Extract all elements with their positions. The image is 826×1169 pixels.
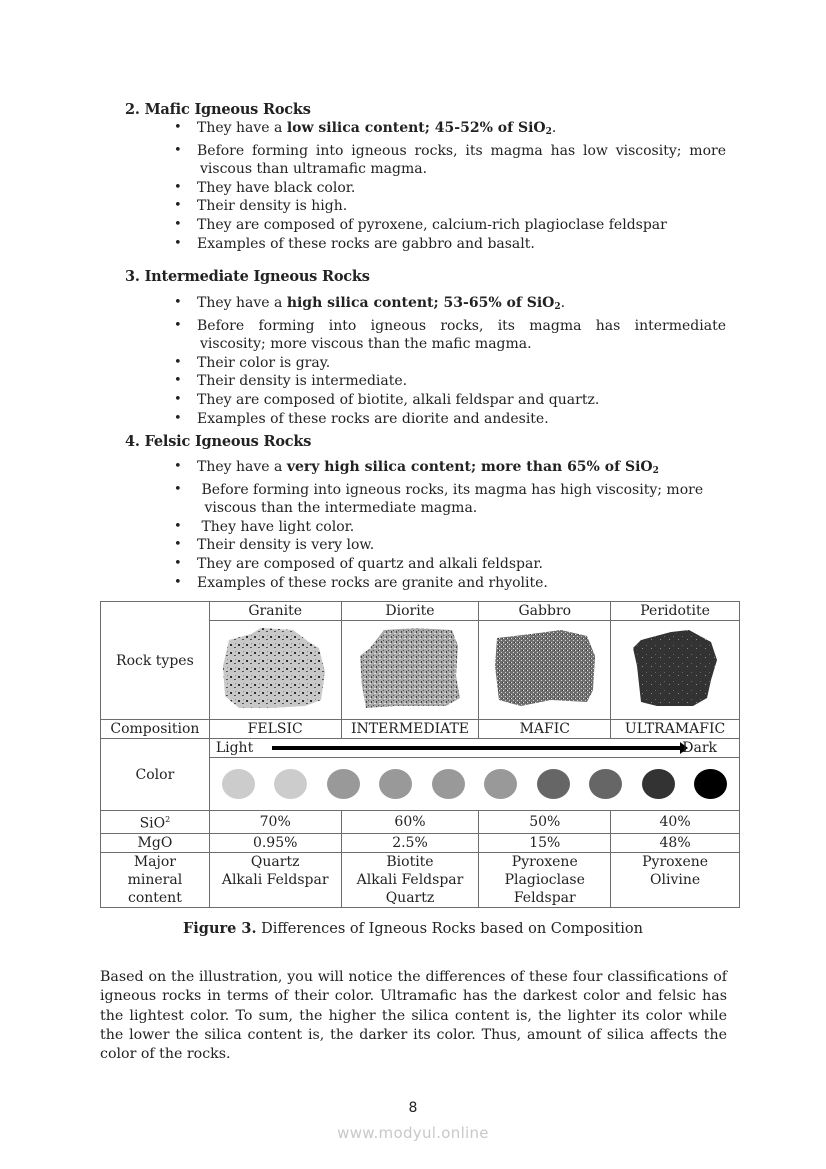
gabbro-image-cell [479, 621, 611, 720]
list-item: • Examples of these rocks are diorite and andesite. [174, 410, 549, 427]
list-item: • They are composed of pyroxene, calcium-rich plagioclase feldspar [174, 216, 667, 233]
color-swatch [484, 769, 517, 799]
section-title-felsic: 4. Felsic Igneous Rocks [125, 433, 312, 450]
bullet-icon: • [174, 518, 182, 534]
section-title-intermediate: 3. Intermediate Igneous Rocks [125, 268, 370, 285]
list-item: • Their density is very low. [174, 537, 375, 554]
bullet-icon: • [174, 142, 182, 158]
composition-intermediate: INTERMEDIATE [341, 720, 479, 739]
rock-name-diorite: Diorite [341, 602, 479, 621]
row-label-mgo: MgO [101, 833, 210, 852]
color-swatch [327, 769, 360, 799]
row-label-sio2: SiO$^2$ [101, 811, 210, 834]
list-item: • Examples of these rocks are granite and rhyolite. [174, 574, 548, 591]
rock-name-granite: Granite [209, 602, 341, 621]
bullet-icon: • [174, 537, 182, 553]
mgo-intermediate: 2.5% [341, 833, 479, 852]
list-item: • Their density is intermediate. [174, 373, 408, 390]
rock-name-peridotite: Peridotite [611, 602, 740, 621]
peridotite-image-cell [611, 621, 740, 720]
color-swatch [379, 769, 412, 799]
list-item: • They have a very high silica content; more than 65% of SiO$_2$ [174, 459, 659, 476]
light-dark-scale [210, 739, 739, 758]
minerals-felsic: Quartz Alkali Feldspar [209, 852, 341, 907]
bullet-icon: • [174, 555, 182, 571]
bullet-icon: • [174, 391, 182, 407]
bullet-icon: • [174, 120, 182, 135]
figure-caption-text: Differences of Igneous Rocks based on Composition [256, 921, 643, 937]
bullet-icon: • [174, 235, 182, 251]
figure-label: Figure 3. [183, 920, 257, 937]
summary-paragraph: Based on the illustration, you will notice the differences of these four classifications of igneous rocks in terms of their color. Ultramafic has the darkest color and felsic has the lightest color. To sum, the higher the silica content is, the lighter its color while the lower the silica content is, the darker its color. Thus, amount of silica affects the color of the rocks. [100, 969, 727, 1063]
granite-image-cell [209, 621, 341, 720]
diorite-image-cell [341, 621, 479, 720]
rock-name-gabbro: Gabbro [479, 602, 611, 621]
sio2-intermediate: 60% [341, 811, 479, 834]
table-row [101, 720, 740, 739]
bullet-icon: • [174, 198, 182, 214]
color-swatch [222, 769, 255, 799]
bullet-icon: • [174, 574, 182, 590]
minerals-mafic: Pyroxene Plagioclase Feldspar [479, 852, 611, 907]
figure-caption [0, 920, 826, 937]
row-label-composition: Composition [101, 720, 210, 739]
list-item: • Their density is high. [174, 198, 348, 215]
dark-label: Dark [682, 740, 717, 756]
list-item: • Before forming into igneous rocks, its magma has high viscosity; more viscous than the intermediate magma. [174, 481, 704, 517]
row-label-major-mineral: Major mineral content [101, 852, 210, 907]
row-label-color: Color [101, 739, 210, 811]
list-item: • They have a low silica content; 45-52% of SiO$_2$. [174, 120, 557, 137]
list-item: • Examples of these rocks are gabbro and basalt. [174, 235, 535, 252]
bullet-icon: • [174, 354, 182, 370]
sio2-felsic: 70% [209, 811, 341, 834]
mgo-felsic: 0.95% [209, 833, 341, 852]
bullet-icon: • [174, 179, 182, 195]
gabbro-rock-image [491, 626, 599, 710]
sio2-ultramafic: 40% [611, 811, 740, 834]
list-item: • They have a high silica content; 53-65% of SiO$_2$. [174, 295, 566, 312]
list-item: • They are composed of quartz and alkali feldspar. [174, 555, 543, 572]
table-row [101, 811, 740, 834]
igneous-rocks-table [100, 601, 740, 908]
row-label-rock-types: Rock types [101, 602, 210, 720]
minerals-intermediate: Biotite Alkali Feldspar Quartz [341, 852, 479, 907]
bullet-icon: • [174, 373, 182, 389]
mgo-ultramafic: 48% [611, 833, 740, 852]
section-title-mafic: 2. Mafic Igneous Rocks [125, 101, 311, 118]
color-swatches [210, 758, 739, 810]
granite-rock-image [221, 626, 329, 710]
color-swatch [589, 769, 622, 799]
list-item: • They have black color. [174, 179, 356, 196]
list-item: • They have light color. [174, 518, 355, 535]
page-number: 8 [408, 1100, 418, 1116]
bullet-icon: • [174, 410, 182, 426]
color-swatch [274, 769, 307, 799]
minerals-ultramafic: Pyroxene Olivine [611, 852, 740, 907]
bullet-icon: • [174, 317, 182, 333]
bullet-icon: • [174, 459, 182, 474]
color-swatch [432, 769, 465, 799]
felsic-bullet-list [0, 458, 826, 592]
composition-felsic: FELSIC [209, 720, 341, 739]
bullet-icon: • [174, 295, 182, 310]
diorite-rock-image [356, 626, 464, 710]
table-row [101, 602, 740, 621]
composition-ultramafic: ULTRAMAFIC [611, 720, 740, 739]
bullet-icon: • [174, 216, 182, 232]
mgo-mafic: 15% [479, 833, 611, 852]
list-item: • They are composed of biotite, alkali feldspar and quartz. [174, 391, 600, 408]
intermediate-bullet-list [0, 294, 826, 428]
watermark: www.modyul.online [337, 1124, 489, 1142]
color-swatch [642, 769, 675, 799]
composition-mafic: MAFIC [479, 720, 611, 739]
sio2-mafic: 50% [479, 811, 611, 834]
light-label: Light [215, 740, 254, 756]
color-swatch [537, 769, 570, 799]
list-item: • Their color is gray. [174, 354, 331, 371]
arrow-right-icon [272, 746, 681, 750]
bullet-icon: • [174, 481, 182, 497]
table-row [101, 852, 740, 907]
peridotite-rock-image [621, 626, 729, 710]
color-scale-cell [209, 739, 739, 811]
mafic-bullet-list [0, 119, 826, 253]
list-item: • Before forming into igneous rocks, its magma has low viscosity; more viscous than ultramafic magma. [174, 142, 726, 178]
table-row [101, 739, 740, 811]
list-item: • Before forming into igneous rocks, its magma has intermediate viscosity; more viscous than the mafic magma. [174, 317, 726, 353]
table-row [101, 833, 740, 852]
color-swatch [694, 769, 727, 799]
